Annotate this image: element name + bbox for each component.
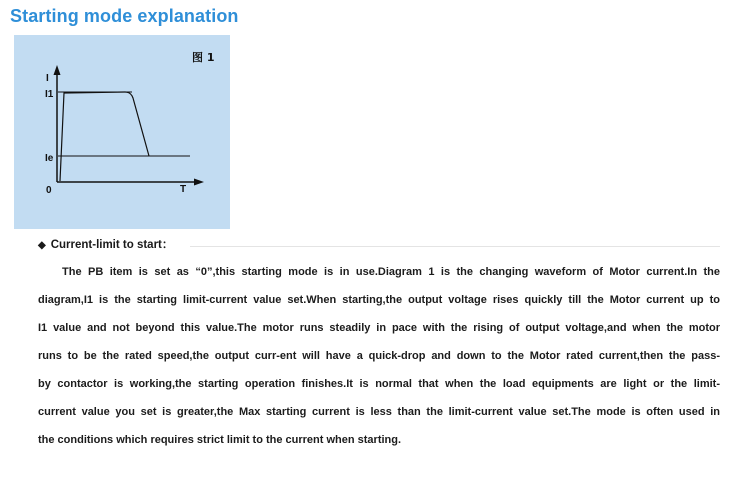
section-heading-text: Current-limit to start： bbox=[50, 239, 174, 251]
paragraph-line-4: runs to be the rated speed,the output curr-ent will have a quick-drop and down to the Motor rated current,then the pass- bbox=[38, 350, 720, 362]
section-divider bbox=[190, 246, 720, 247]
paragraph-line-1: The PB item is set as “0”,this starting mode is in use.Diagram 1 is the changing waveform of Motor current.In the bbox=[62, 266, 720, 278]
page-title: Starting mode explanation bbox=[10, 6, 239, 26]
paragraph-line-6: current value you set is greater,the Max starting current is less than the limit-current value set.The mode is often used in bbox=[38, 406, 720, 418]
paragraph-line-5: by contactor is working,the starting operation finishes.It is normal that when the load equipments are light or the limit- bbox=[38, 378, 720, 390]
y-axis-label: I bbox=[46, 73, 49, 84]
ie-label: Ie bbox=[45, 153, 54, 164]
paragraph-line-7: the conditions which requires strict limit to the current when starting. bbox=[38, 434, 402, 446]
y-axis-arrow-icon bbox=[54, 65, 61, 75]
origin-label: 0 bbox=[46, 185, 52, 196]
diamond-bullet-icon: ◆ bbox=[38, 240, 46, 251]
current-waveform bbox=[60, 92, 149, 181]
paragraph-line-3: I1 value and not beyond this value.The motor runs steadily in pace with the rising of output voltage,and when the motor bbox=[38, 322, 720, 334]
x-axis-arrow-icon bbox=[194, 179, 204, 186]
figure-label: 图 1 bbox=[192, 51, 215, 64]
current-waveform-diagram bbox=[14, 35, 230, 229]
x-axis-label: T bbox=[180, 184, 187, 195]
diagram-panel bbox=[14, 35, 230, 229]
section-heading bbox=[38, 236, 173, 252]
paragraph-line-2: diagram,I1 is the starting limit-current value set.When starting,the output voltage rises quickly till the Motor current up to bbox=[38, 294, 720, 306]
i1-label: I1 bbox=[45, 89, 54, 100]
